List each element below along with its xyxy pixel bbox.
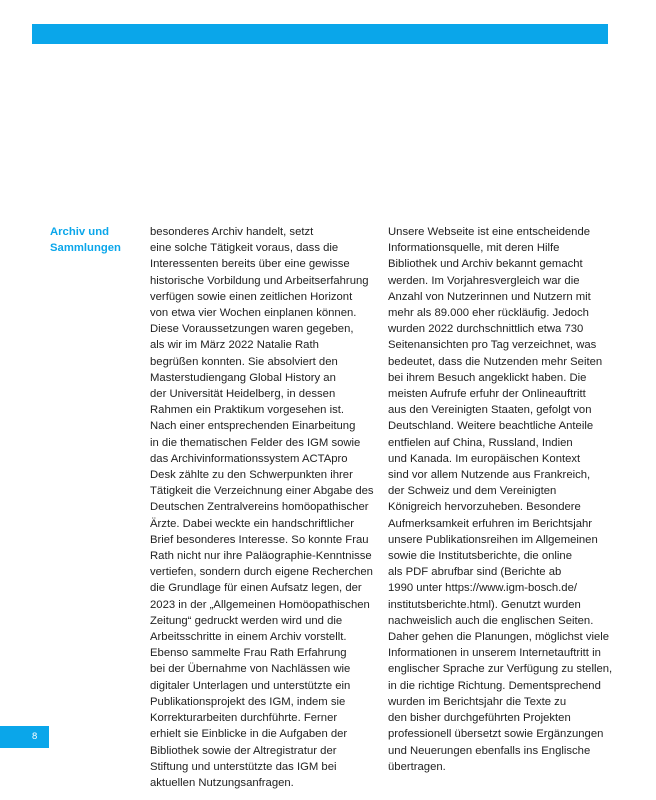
- text-line: Bibliothek sowie der Altregistratur der: [150, 744, 337, 757]
- text-line: begrüßen konnten. Sie absolviert den: [150, 355, 338, 368]
- text-line: Bibliothek und Archiv bekannt gemacht: [388, 258, 583, 271]
- text-line: Deutschen Zentralvereins homöopathischer: [150, 501, 369, 514]
- text-column-right: [388, 224, 618, 775]
- text-line: Arbeitsschritte in einem Archiv vorstellt.: [150, 631, 347, 644]
- text-line: als PDF abrufbar sind (Berichte ab: [388, 566, 562, 579]
- text-line: 2023 in der „Allgemeinen Homöopathischen: [150, 598, 370, 611]
- text-line: Unsere Webseite ist eine entscheidende: [388, 226, 591, 238]
- text-line: nachweislich auch die englischen Seiten.: [388, 614, 594, 627]
- text-line: Brief besonderes Interesse. So konnte Frau: [150, 533, 369, 546]
- text-line: der Universität Heidelberg, in dessen: [150, 388, 336, 401]
- text-line: entfielen auf China, Russland, Indien: [388, 436, 573, 449]
- header-bar: [32, 24, 608, 44]
- text-line: wurden im Berichtsjahr die Texte zu: [388, 695, 567, 708]
- text-line: Deutschland. Weitere beachtliche Anteile: [388, 420, 594, 433]
- section-label: [50, 224, 140, 256]
- text-line: das Archivinformationssystem ACTApro: [150, 452, 348, 465]
- text-line: Interessenten bereits über eine gewisse: [150, 258, 350, 271]
- text-line: Ebenso sammelte Frau Rath Erfahrung: [150, 647, 347, 660]
- text-line: Anzahl von Nutzerinnen und Nutzern mit: [388, 290, 591, 303]
- text-line: Informationsquelle, mit deren Hilfe: [388, 242, 560, 255]
- text-line: Desk zählte zu den Schwerpunkten ihrer: [150, 469, 353, 482]
- text-line: Publikationsprojekt des IGM, indem sie: [150, 695, 346, 708]
- text-line: Masterstudiengang Global History an: [150, 371, 336, 384]
- text-line: meisten Aufrufe erfuhr der Onlineauftritt: [388, 388, 586, 401]
- text-line: den bisher durchgeführten Projekten: [388, 712, 571, 725]
- text-line: Ärzte. Dabei weckte ein handschriftlicher: [150, 517, 355, 530]
- text-line: historische Vorbildung und Arbeitserfahrung: [150, 274, 369, 287]
- text-line: in die richtige Richtung. Dementsprechend: [388, 679, 601, 692]
- section-label-line: Archiv und: [50, 226, 109, 238]
- text-line: Zeitung“ gedruckt werden wird und die: [150, 614, 343, 627]
- section-label-line: Sammlungen: [50, 242, 121, 255]
- text-line: vertiefen, sondern durch eigene Recherchen: [150, 566, 373, 579]
- text-column-left: [150, 224, 376, 791]
- text-line: 1990 unter https://www.igm-bosch.de/: [388, 582, 578, 595]
- text-line: Nach einer entsprechenden Einarbeitung: [150, 420, 356, 433]
- text-line: englischer Sprache zur Verfügung zu stellen,: [388, 663, 613, 676]
- text-line: unsere Publikationsreihen im Allgemeinen: [388, 533, 598, 546]
- text-line: verfügen sowie einen zeitlichen Horizont: [150, 290, 353, 303]
- text-line: aus den Vereinigten Staaten, gefolgt von: [388, 404, 592, 417]
- text-line: professionell übersetzt sowie Ergänzungen: [388, 728, 604, 741]
- text-line: Aufmerksamkeit erfuhren im Berichtsjahr: [388, 517, 593, 530]
- text-line: Korrekturarbeiten durchführte. Ferner: [150, 712, 338, 725]
- text-line: bedeutet, dass die Nutzenden mehr Seiten: [388, 355, 603, 368]
- text-line: der Schweiz und dem Vereinigten: [388, 485, 557, 498]
- text-line: die Grundlage für einen Aufsatz legen, der: [150, 582, 362, 595]
- text-line: von etwa vier Wochen einplanen können.: [150, 307, 357, 320]
- text-line: in die thematischen Felder des IGM sowie: [150, 436, 361, 449]
- text-line: sind vor allem Nutzende aus Frankreich,: [388, 469, 591, 482]
- text-line: übertragen.: [388, 760, 446, 773]
- text-line: bei der Übernahme von Nachlässen wie: [150, 663, 351, 676]
- text-line: Rath nicht nur ihre Paläographie-Kenntnisse: [150, 550, 372, 563]
- text-line: Rahmen ein Praktikum vorgesehen ist.: [150, 404, 345, 417]
- text-line: digitaler Unterlagen und unterstützte ein: [150, 679, 351, 692]
- text-line: besonderes Archiv handelt, setzt: [150, 226, 314, 238]
- text-line: Diese Voraussetzungen waren gegeben,: [150, 323, 354, 336]
- text-line: wurden 2022 durchschnittlich etwa 730: [388, 323, 584, 336]
- text-line: sowie die Institutsberichte, die online: [388, 550, 572, 563]
- text-line: erhielt sie Einblicke in die Aufgaben der: [150, 728, 348, 741]
- text-line: Tätigkeit die Verzeichnung einer Abgabe des: [150, 485, 374, 498]
- text-line: Daher gehen die Planungen, möglichst viele: [388, 631, 610, 644]
- text-line: als wir im März 2022 Natalie Rath: [150, 339, 319, 352]
- text-line: Informationen in unserem Internetauftritt in: [388, 647, 601, 660]
- text-line: und Kanada. Im europäischen Kontext: [388, 452, 581, 465]
- text-line: Königreich hervorzuheben. Besondere: [388, 501, 581, 514]
- page-number: 8: [32, 731, 38, 742]
- text-line: und Neuerungen ebenfalls ins Englische: [388, 744, 591, 757]
- text-line: Seitenansichten pro Tag verzeichnet, was: [388, 339, 597, 352]
- text-line: aktuellen Nutzungsanfragen.: [150, 776, 294, 789]
- text-line: mehr als 89.000 eher rückläufig. Jedoch: [388, 307, 589, 320]
- text-line: werden. Im Vorjahresvergleich war die: [388, 274, 580, 287]
- text-line: Stiftung und unterstützte das IGM bei: [150, 760, 337, 773]
- page-number-box: [0, 726, 49, 748]
- text-line: bei ihrem Besuch angeklickt haben. Die: [388, 371, 587, 384]
- text-line: eine solche Tätigkeit voraus, dass die: [150, 242, 339, 255]
- text-line: institutsberichte.html). Genutzt wurden: [388, 598, 581, 611]
